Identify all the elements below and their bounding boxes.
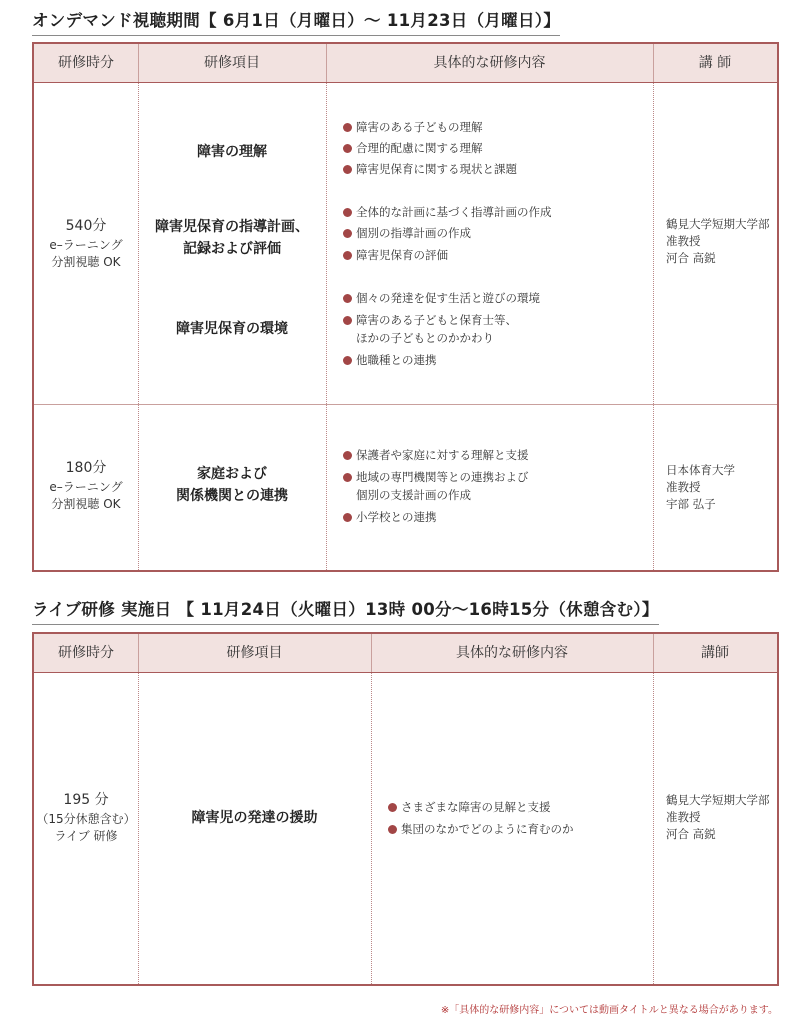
list-item: 地域の専門機関等との連携および 個別の支援計画の作成 — [343, 468, 529, 504]
header-topic: 研修項目 — [204, 55, 260, 71]
row1-topic3: 障害児保育の環境 — [176, 321, 288, 337]
row2-topic: 家庭および 関係機関との連携 — [176, 466, 288, 504]
header-content: 具体的な研修内容 — [456, 645, 568, 661]
table-header — [34, 44, 777, 83]
list-item: 障害のある子どもの理解 — [343, 118, 483, 136]
header-topic: 研修項目 — [226, 645, 283, 661]
section2-title: ライブ研修 実施日 【 11月24日（火曜日）13時 00分～16時15分（休憩含む）】 — [32, 596, 659, 625]
section1-title: オンデマンド視聴期間【 6月1日（月曜日）～ 11月23日（月曜日）】 — [32, 7, 560, 36]
list-item: 全体的な計画に基づく指導計画の作成 — [343, 203, 552, 221]
list-item: 個別の指導計画の作成 — [343, 224, 471, 242]
row1-time: 540分 e–ラーニング 分割視聴 OK — [49, 218, 123, 269]
header-instructor: 講 師 — [698, 55, 732, 71]
live-topic: 障害児の発達の援助 — [191, 810, 318, 826]
list-item: 保護者や家庭に対する理解と支援 — [343, 446, 529, 464]
list-item: 障害児保育に関する現状と課題 — [343, 160, 517, 178]
live-instructor: 鶴見大学短期大学部 准教授 河合 高鋭 — [666, 793, 770, 841]
table-header — [34, 634, 777, 673]
header-content: 具体的な研修内容 — [433, 55, 546, 71]
list-item: さまざまな障害の見解と支援 — [388, 798, 551, 816]
list-item: 障害児保育の評価 — [343, 246, 448, 264]
row-divider — [34, 404, 777, 405]
row2-instructor: 日本体育大学 准教授 宇部 弘子 — [666, 463, 735, 511]
list-item: 小学校との連携 — [343, 508, 437, 526]
header-time: 研修時分 — [58, 645, 114, 661]
row1-instructor: 鶴見大学短期大学部 准教授 河合 高鋭 — [666, 217, 770, 265]
row1-topic1: 障害の理解 — [197, 144, 267, 160]
row2-time: 180分 e–ラーニング 分割視聴 OK — [49, 460, 123, 511]
list-item: 他職種との連携 — [343, 351, 437, 369]
header-instructor: 講師 — [701, 645, 729, 661]
live-time: 195 分 （15分休憩含む） ライブ 研修 — [36, 792, 136, 843]
list-item: 集団のなかでどのように育むのか — [388, 820, 574, 838]
footnote: ※「具体的な研修内容」については動画タイトルと異なる場合があります。 — [440, 1005, 778, 1016]
list-item: 合理的配慮に関する理解 — [343, 139, 483, 157]
ondemand-table — [32, 42, 779, 572]
header-time: 研修時分 — [58, 55, 114, 71]
row1-topic2: 障害児保育の指導計画、 記録および評価 — [155, 219, 309, 257]
list-item: 障害のある子どもと保育士等、 ほかの子どもとのかかわり — [343, 311, 517, 347]
list-item: 個々の発達を促す生活と遊びの環境 — [343, 289, 540, 307]
live-table — [32, 632, 779, 986]
